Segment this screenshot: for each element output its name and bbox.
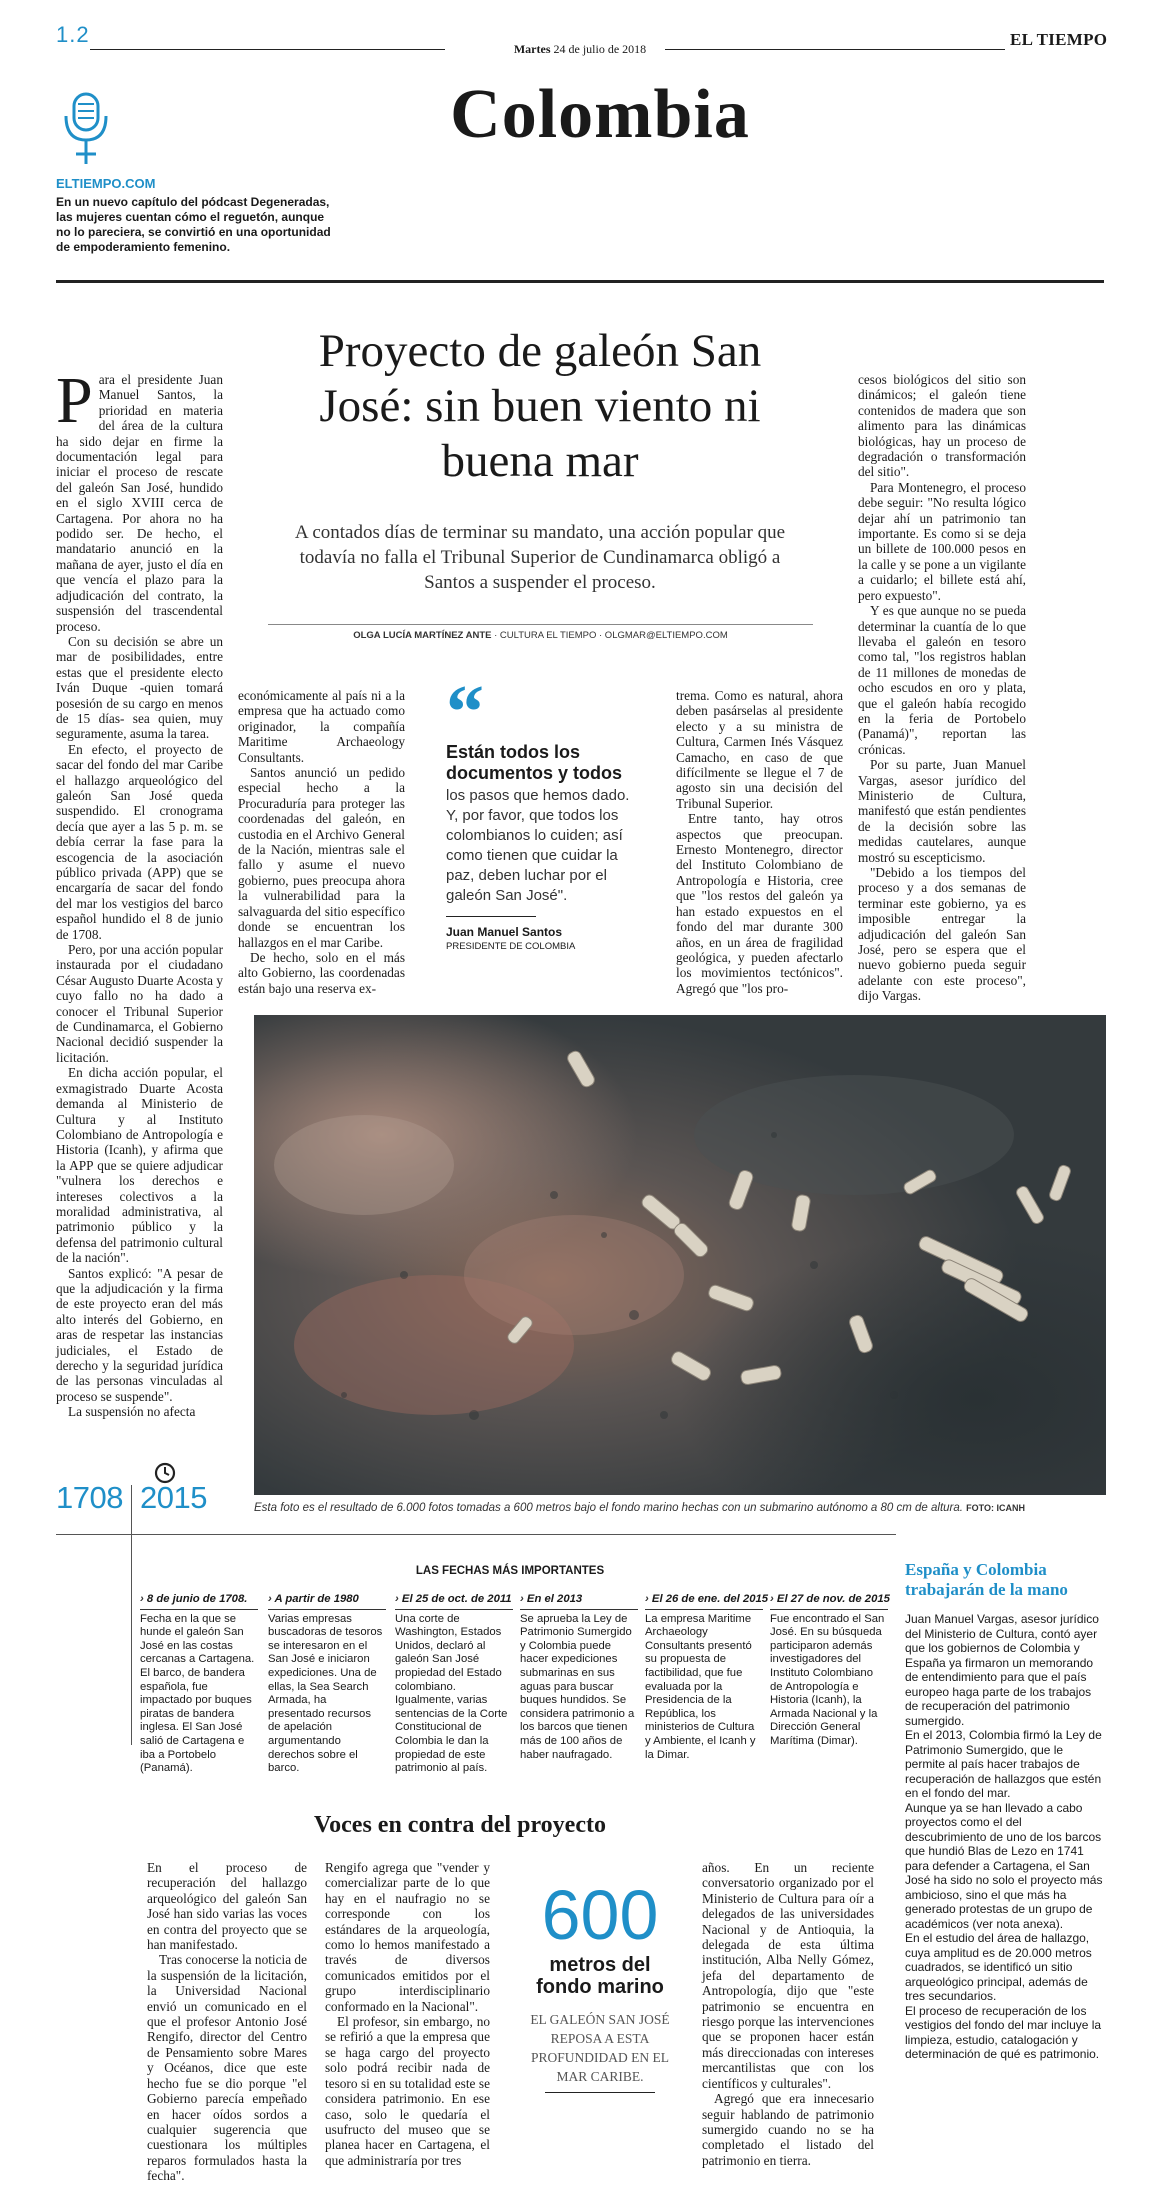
- paragraph: En el 2013, Colombia firmó la Ley de Patrimonio Sumergido, que le permite al país hacer trabajos de recuperación de hallazgos que estén en el fondo del mar.: [905, 1728, 1102, 1800]
- stat-desc: EL GALEÓN SAN JOSÉ REPOSA A ESTA PROFUNDIDAD EN EL MAR CARIBE.: [530, 2012, 670, 2084]
- page-number: 1.2: [56, 22, 90, 47]
- paragraph: trema. Como es natural, ahora deben pasárselas al presidente electo y a su ministra de Cultura, Carmen Inés Vásquez Camacho, en caso de que difícilmente se llegue el 7 de agosto sin una decisión del Tribunal Superior.: [676, 688, 843, 811]
- paragraph: En dicha acción popular, el exmagistrado Duarte Acosta demanda al Ministerio de Cultura y al Instituto Colombiano de Antropología e Historia (Icanh), y afirma que la APP que se quiere adjudicar "vulnera los derechos e intereses colectivos a la moralidad administrativa, al patrimonio público y la defensa del patrimonio cultural de la nación".: [56, 1065, 223, 1266]
- paragraph: Santos explicó: "A pesar de que la adjudicación y la firma de este proyecto eran del más alto interés del Gobierno, en aras de respetar las instancias judiciales, el Estado de derecho y la seguridad jurídica de las personas vinculadas al proceso se suspende".: [56, 1265, 223, 1404]
- paragraph: ara el presidente Juan Manuel Santos, la prioridad en materia del área de la cultura ha sido dejar en firme la documentación legal para iniciar el proceso de rescate del galeón San José, hundido en el siglo XVIII cerca de Cartagena. Por ahora no ha podido ser. De hecho, el mandatario anunció en la mañana de ayer, justo el día en que vencía el plazo para la adjudicación del contrato, la suspensión del trascendental proceso.: [56, 372, 223, 634]
- header-divider: [56, 280, 1104, 283]
- timeline-date: En el 2013: [526, 1593, 583, 1605]
- voces-col-4: [702, 1860, 874, 2168]
- paragraph: Tras conocerse la noticia de la suspensión de la licitación, la Universidad Nacional envió un comunicado en el que el profesor Antonio José Rengifo, director del Centro de Pensamiento sobre Mares y Océanos, dice que este hecho fue se dio porque "el Gobierno parecía empeñado en hacer oídos sordos a cualquier sugerencia que cuestionara los múltiples reparos formulados hasta la fecha".: [147, 1952, 307, 2184]
- section-title: Colombia: [450, 76, 750, 153]
- timeline-item: [770, 1593, 888, 1749]
- voces-col-2: [325, 1860, 490, 2168]
- article-col-1: [56, 364, 223, 1420]
- paragraph: cesos biológicos del sitio son dinámicos; el galeón tiene contenidos de madera que son alimento para las dinámicas biológicas, hay un proceso de degradación o transformación del sitio".: [858, 372, 1026, 480]
- chevron-right-icon: ›: [395, 1593, 402, 1605]
- article-title: Proyecto de galeón San José: sin buen viento ni buena mar: [318, 325, 762, 487]
- timeline-item: [520, 1593, 638, 1762]
- quote-mark-icon: “: [446, 670, 484, 754]
- brand-logo[interactable]: EL TIEMPO: [1010, 30, 1108, 49]
- date-rest: 24 de julio de 2018: [553, 42, 647, 56]
- timeline-item: [268, 1593, 386, 1776]
- paragraph: Para Montenegro, el proceso debe seguir: "No resulta lógico dejar ahí un patrimonio tan importante. Es como si se deja un billete de 100.000 pesos en la calle y se pone a un vigilante a cuidarlo; el billete está ahí, pero expuesto".: [858, 479, 1026, 603]
- caption-text: Esta foto es el resultado de 6.000 fotos tomadas a 600 metros bajo el fondo marino hechas con un submarino autónomo a 80 cm de altura.: [254, 1502, 963, 1514]
- timeline-horizontal-rule: [56, 1534, 896, 1535]
- header-rule-left: [90, 49, 445, 50]
- timeline-text: Una corte de Washington, Estados Unidos, declaró al galeón San José propiedad del Estado colombiano. Igualmente, varias sentencias de la Corte Constitucional de Colombia le dan la propiedad de este patrimonio al país.: [395, 1612, 508, 1775]
- seafloor-photo: [254, 1015, 1106, 1495]
- drop-cap: P: [56, 364, 93, 437]
- chevron-right-icon: ›: [645, 1593, 652, 1605]
- promo-site[interactable]: ELTIEMPO.COM: [56, 176, 156, 191]
- paragraph: Entre tanto, hay otros aspectos que preocupan. Ernesto Montenegro, director del Instituto Colombiano de Antropología e Historia, cree que "los restos del galeón ya han estado expuestos en el fondo del mar durante 300 años, en un área de fragilidad geológica, y pueden afectarlo los movimientos tectónicos". Agregó que "los pro-: [676, 811, 843, 996]
- paragraph: Agregó que era innecesario seguir hablando de patrimonio sumergido cuando no se ha completado el listado del patrimonio en tierra.: [702, 2091, 874, 2168]
- timeline-end-year: 2015: [140, 1480, 207, 1515]
- article-col-4: [676, 688, 843, 996]
- timeline-item: [140, 1593, 258, 1776]
- photo-credit: FOTO: ICANH: [966, 1503, 1026, 1513]
- timeline-text: Varias empresas buscadoras de tesoros se interesaron en el San José e iniciaron expediciones. Una de ellas, la Sea Search Armada, ha presentado recursos de apelación argumentando derechos sobre el barco.: [268, 1612, 383, 1775]
- paragraph: Por su parte, Juan Manuel Vargas, asesor jurídico del Ministerio de Cultura, manifestó que están pendientes de la decisión sobre las medidas cautelares, aunque mostró su escepticismo.: [858, 757, 1026, 865]
- stat-rule: [545, 2092, 655, 2093]
- sidebar-body: [905, 1612, 1105, 2062]
- timeline-date: 8 de junio de 1708.: [146, 1593, 248, 1605]
- timeline-item: [395, 1593, 513, 1776]
- timeline-vertical-rule: [131, 1485, 132, 1745]
- timeline-item: [645, 1593, 769, 1762]
- quote-rule: [446, 916, 536, 917]
- paragraph: En efecto, el proyecto de sacar del fondo del mar Caribe el hallazgo arqueológico del galeón San José queda suspendido. El cronograma decía que ayer a las 5 p. m. se debía cerrar la fase para la escogencia de la asociación público privada (APP) que se encargaría de sacar del fondo del mar los vestigios del barco español hundido el 8 de junio de 1708.: [56, 741, 223, 942]
- paragraph: Juan Manuel Vargas, asesor jurídico del Ministerio de Cultura, contó ayer que los gobiernos de Colombia y España ya firmaron un memorando de entendimiento para que el país europeo haga parte de los trabajos de recuperación del patrimonio sumergido.: [905, 1612, 1099, 1728]
- microphone-feminine-icon[interactable]: [60, 90, 112, 170]
- timeline-date: El 25 de oct. de 2011: [401, 1593, 512, 1605]
- quote-author: Juan Manuel Santos: [446, 925, 563, 939]
- article-byline: [268, 630, 813, 641]
- pull-quote: [446, 670, 630, 952]
- timeline-date: A partir de 1980: [274, 1593, 359, 1605]
- byline-rule: [268, 624, 813, 625]
- timeline-text: Fecha en la que se hunde el galeón San José en las costas cercanas a Cartagena. El barco, de bandera española, fue impactado por buques piratas de bandera inglesa. El San José salió de Cartagena e iba a Portobelo (Panamá).: [140, 1612, 255, 1775]
- paragraph: En el proceso de recuperación del hallazgo arqueológico del galeón San José han sido varias las voces en contra del proyecto que se han manifestado.: [147, 1860, 307, 1953]
- article-subtitle: A contados días de terminar su mandato, una acción popular que todavía no falla el Tribunal Superior de Cundinamarca obligó a Santos a suspender el proceso.: [294, 522, 786, 593]
- promo-text: En un nuevo capítulo del pódcast Degeneradas, las mujeres cuentan cómo el reguetón, aunque no lo pareciera, se convirtió en una oportunidad de empoderamiento femenino.: [56, 195, 331, 254]
- stat-label: metros del fondo marino: [536, 1954, 664, 1998]
- sidebar-box: [905, 1560, 1105, 2062]
- voces-col-1: [147, 1860, 307, 2184]
- paragraph: Aunque ya se han llevado a cabo proyectos como el del descubrimiento de uno de los barcos que hundió Blas de Lezo en 1741 para defender a Cartagena, el San José ha sido no solo el proyecto más ambicioso, sino el que más ha generado protestas de un grupo de académicos (ver nota anexa).: [905, 1800, 1103, 1931]
- timeline-text: Se aprueba la Ley de Patrimonio Sumergido y Colombia puede hacer expediciones submarinas en sus aguas para buscar buques hundidos. Se considera patrimonio a los barcos que tienen más de 100 años de haber naufragado.: [520, 1612, 635, 1761]
- chevron-right-icon: ›: [140, 1593, 147, 1605]
- paragraph: Santos anunció un pedido especial hecho a la Procuraduría para proteger las coordenadas del galeón, en custodia en el Archivo General de la Nación, mientras sale el fallo y asume el nuevo gobierno, pues preocupa ahora la vulnerabilidad para la salvaguarda del sitio específico donde se encuentran los hallazgos en el mar Caribe.: [238, 765, 405, 950]
- paragraph: económicamente al país ni a la empresa que ha actuado como originador, la compañía Maritime Archaeology Consultants.: [238, 688, 405, 765]
- quote-bold: Están todos los documentos y todos: [446, 742, 623, 783]
- quote-role: PRESIDENTE DE COLOMBIA: [446, 941, 576, 952]
- paragraph: La suspensión no afecta: [68, 1404, 196, 1420]
- paragraph: Y es que aunque no se pueda determinar la cuantía de lo que llevaba el galeón en tesoro como tal, "los registros hablan de 11 millones de monedas de ocho escudos en oro y plata, que el galeón había recogido en la feria de Portobelo (Panamá)", reportan las crónicas.: [858, 603, 1026, 757]
- chevron-right-icon: ›: [520, 1593, 527, 1605]
- voces-title: Voces en contra del proyecto: [314, 1812, 606, 1838]
- paragraph: Con su decisión se abre un mar de posibilidades, entre estas que el presidente electo Iván Duque -quien tomará posesión de su cargo en menos de 15 días- sea quien, muy seguramente, asuma la tarea.: [56, 633, 223, 742]
- timeline-start-year: 1708: [56, 1480, 123, 1515]
- date-day: Martes: [513, 42, 551, 56]
- article-col-5: [858, 372, 1026, 1004]
- paragraph: "Debido a los tiempos del proceso y a dos semanas de terminar este gobierno, ya es imposible entregar la adjudicación del galeón San José, pero se espera que el nuevo gobierno pueda seguir adelante con este proceso", dijo Vargas.: [858, 865, 1026, 1004]
- paragraph: En el estudio del área de hallazgo, cuya amplitud es de 20.000 metros cuadrados, se identificó un sitio arqueológico principal, además de tres secundarios.: [905, 1931, 1092, 2003]
- timeline-text: Fue encontrado el San José. En su búsqueda participaron además investigadores del Instituto Colombiano de Antropología e Historia (Icanh), la Armada Nacional y la Dirección General Marítima (Dimar).: [770, 1612, 885, 1747]
- chevron-right-icon: ›: [268, 1593, 275, 1605]
- byline-name: OLGA LUCÍA MARTÍNEZ ANTE: [353, 630, 492, 641]
- paragraph: El profesor, sin embargo, no se refirió a que la empresa que se haga cargo del proyecto solo podrá recibir nada de tesoro si en su totalidad este se considera patrimonio. En ese caso, solo le quedaría el usufructo del museo que se planea hacer en Cartagena, el que administraría por tres: [325, 2014, 490, 2168]
- timeline-text: La empresa Maritime Archaeology Consultants presentó su propuesta de factibilidad, que fue evaluada por la Presidencia de la República, los ministerios de Cultura y Ambiente, el Icanh y la Dimar.: [645, 1612, 756, 1761]
- paragraph: Rengifo agrega que "vender y comercializar parte de lo que hay en el naufragio no se corresponde con los estándares de la arqueología, como lo hemos manifestado a través de diversos comunicados emitidos por el grupo interdisciplinario conformado en la Nacional".: [325, 1860, 490, 2014]
- stat-number: 600: [541, 1876, 659, 1954]
- quote-text: los pasos que hemos dado. Y, por favor, que todos los colombianos lo cuiden; así como tienen que cuidar la paz, deben luchar por el galeón San José".: [446, 787, 630, 904]
- chevron-right-icon: ›: [770, 1593, 777, 1605]
- photo-caption: [254, 1502, 1106, 1514]
- timeline-date: El 27 de nov. de 2015: [776, 1593, 890, 1605]
- stat-box: [520, 1876, 680, 2093]
- timeline-heading: LAS FECHAS MÁS IMPORTANTES: [415, 1565, 605, 1577]
- page-date: [500, 42, 660, 57]
- sidebar-title: España y Colombia trabajarán de la mano: [905, 1560, 1068, 1599]
- paragraph: Pero, por una acción popular instaurada por el ciudadano César Augusto Duarte Acosta y cuyo fallo no ha dado a conocer el Tribunal Superior de Cundinamarca, el Gobierno Nacional decidió suspender la licitación.: [56, 942, 223, 1065]
- timeline-date: El 26 de ene. del 2015: [651, 1593, 769, 1605]
- header-rule-right: [665, 49, 1005, 50]
- paragraph: El proceso de recuperación de los vestigios del fondo del mar incluye la limpieza, estudio, catalogación y determinación de qué es patrimonio.: [905, 2003, 1102, 2061]
- paragraph: años. En un reciente conversatorio organizado por el Ministerio de Cultura para oír a delegados de las universidades Nacional y de Antioquia, la delegada de esta última institución, Alba Nelly Gómez, jefa del departamento de Antropología, dijo que "este patrimonio se encuentra en riesgo porque las intervenciones que se proponen hacer están más direccionadas con intereses mercantilistas que con los científicos y culturales".: [702, 1860, 874, 2091]
- byline-rest: · CULTURA EL TIEMPO · OLGMAR@ELTIEMPO.COM: [494, 630, 728, 641]
- article-col-2: [238, 688, 405, 996]
- paragraph: De hecho, solo en el más alto Gobierno, las coordenadas están bajo una reserva ex-: [238, 949, 405, 996]
